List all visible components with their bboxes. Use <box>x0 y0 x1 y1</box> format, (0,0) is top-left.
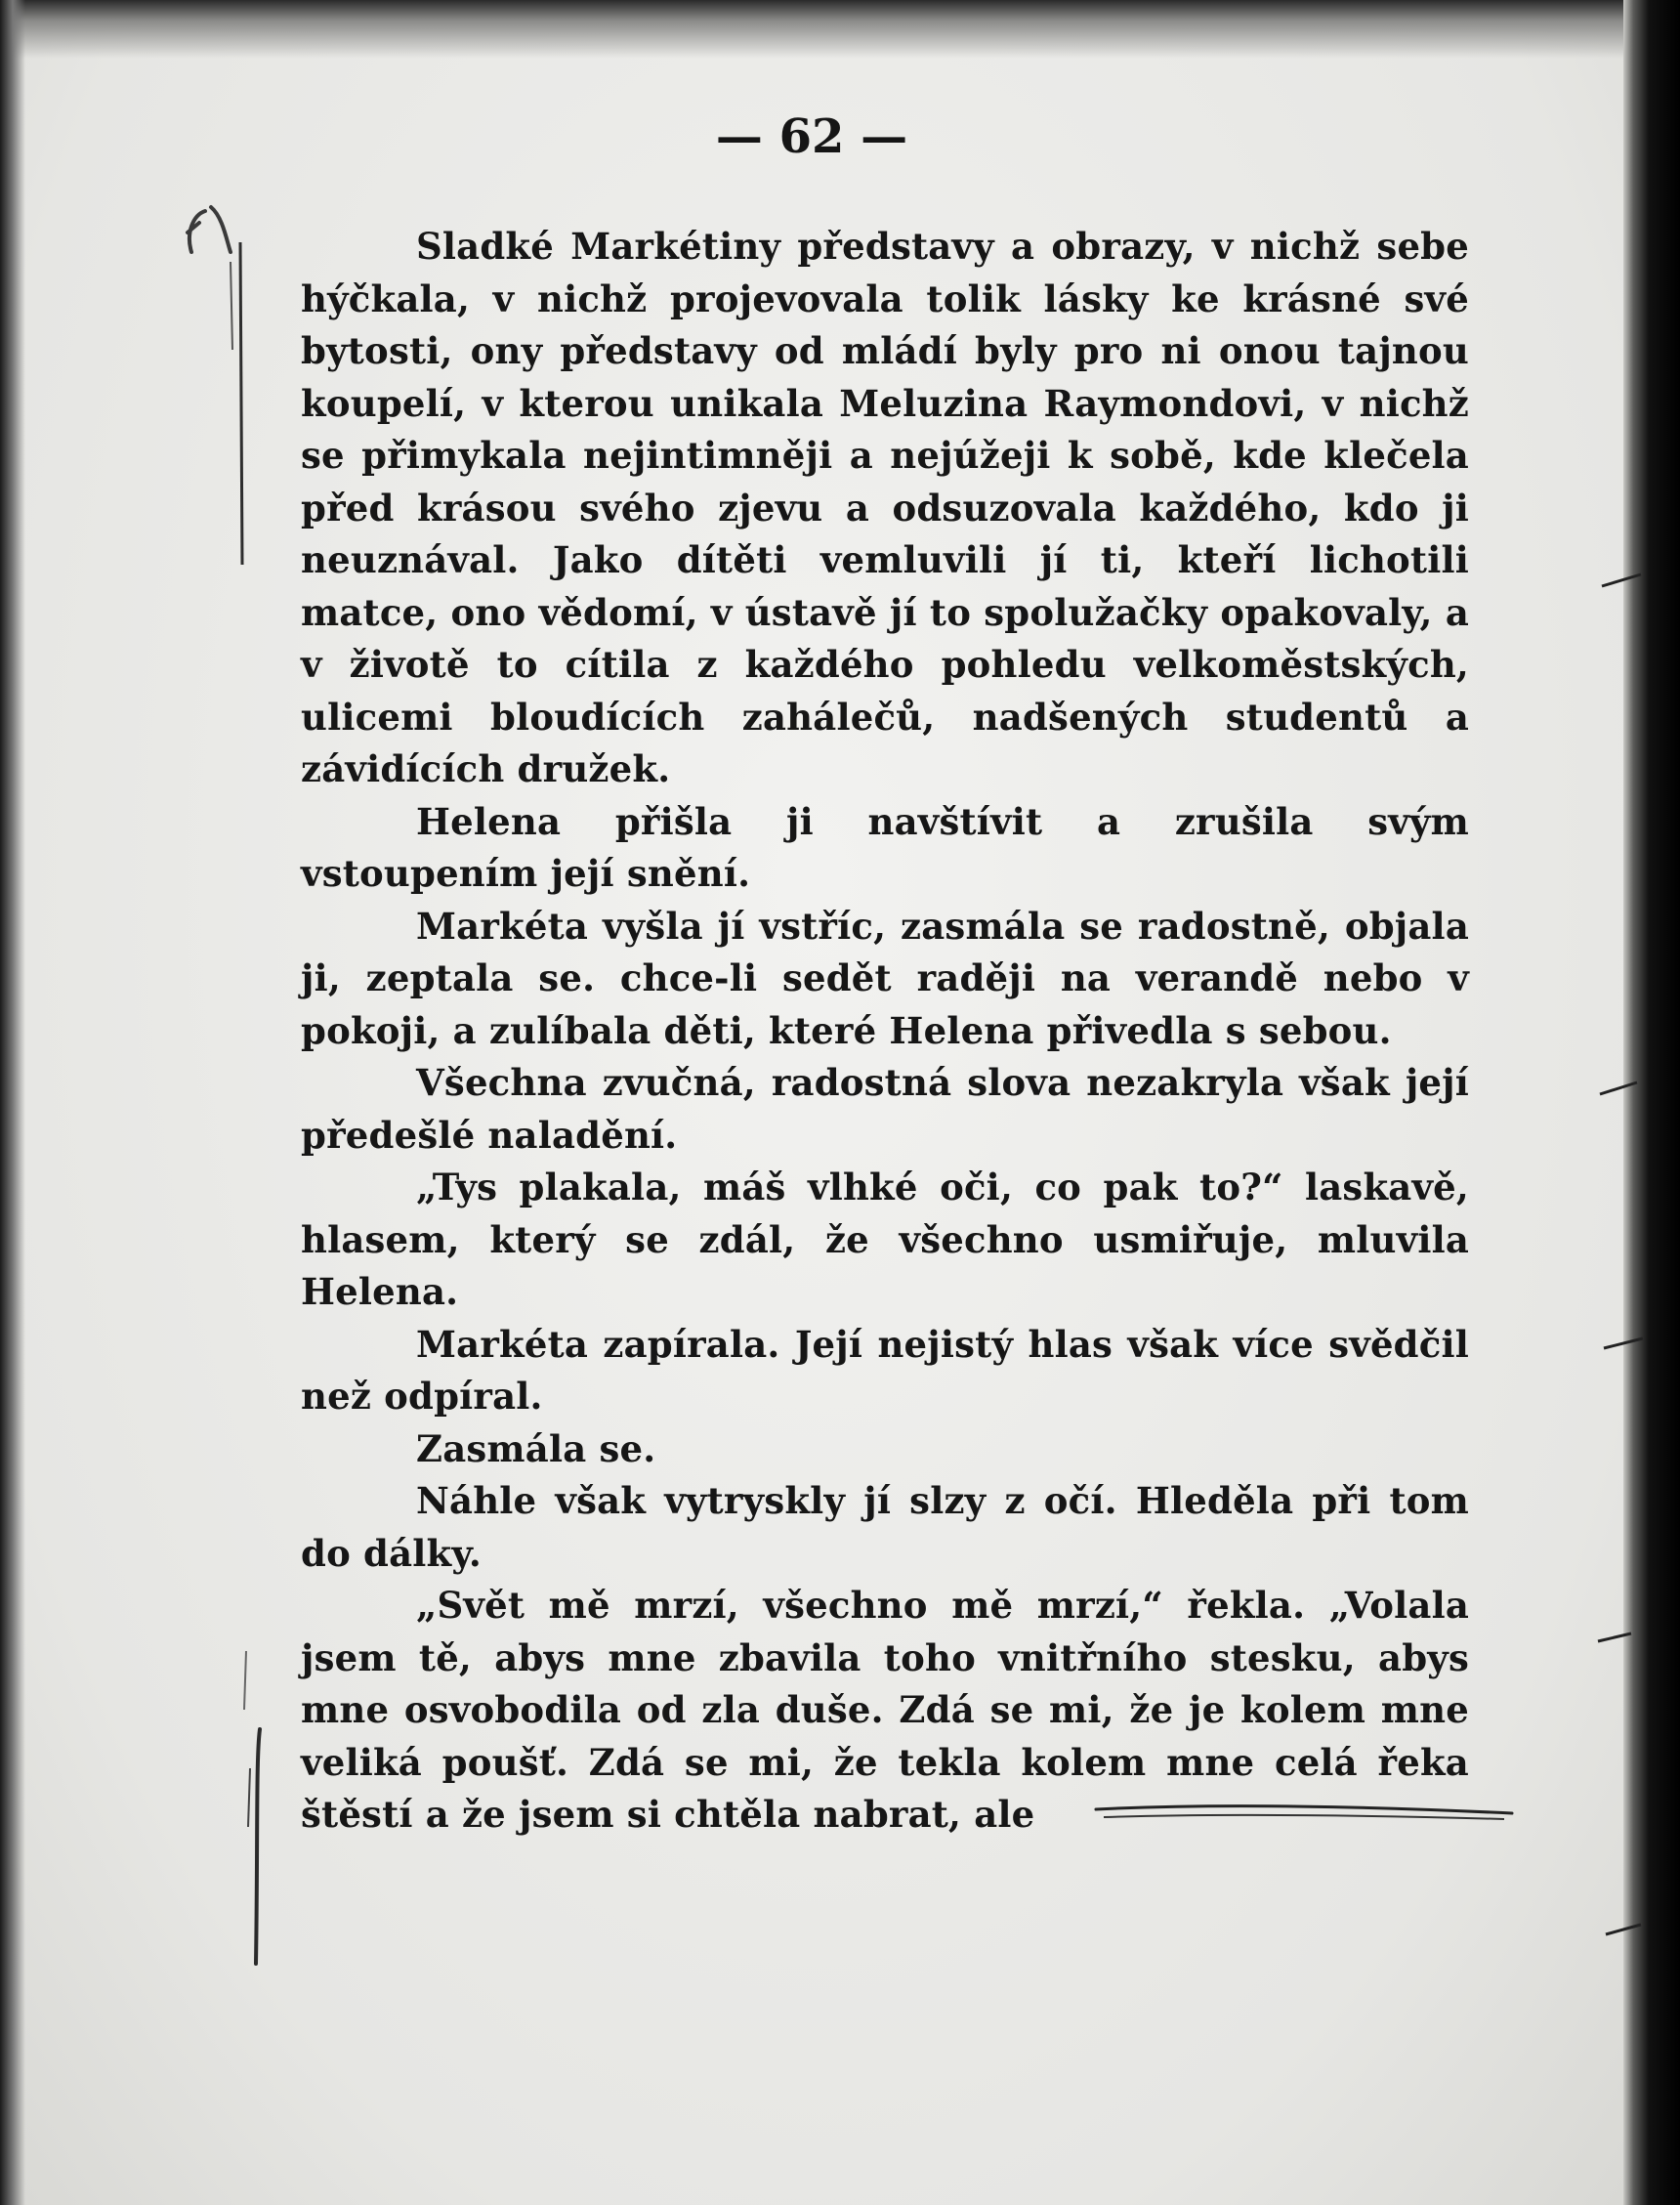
scan-top-shadow <box>0 0 1623 59</box>
paragraph-1: Sladké Markétiny představy a obrazy, v nichž sebe hýčkala, v nichž projevovala tolik lásky ke krásné své bytosti, ony představy od mládí byly pro ni onou tajnou koupelí, v kterou unikala Meluzina Raymondovi, v nichž se přimykala nejintimněji a nejúžeji k sobě, kde klečela před krásou svého zjevu a odsuzovala každého, kdo ji neuznával. Jako dítěti vemluvili jí ti, kteří lichotili matce, ono vědomí, v ústavě jí to spolužačky opakovaly, a v životě to cítila z každého pohledu velkoměstských, ulicemi bloudících zahálečů, nadšených studentů a závidících družek. <box>301 225 1469 790</box>
paragraph-8: Náhle však vytryskly jí slzy z očí. Hleděla při tom do dálky. <box>301 1479 1469 1575</box>
paragraph-9: „Svět mě mrzí, všechno mě mrzí,“ řekla. „Volala jsem tě, abys mne zbavila toho vnitřního stesku, abys mne osvobodila od zla duše. Zdá se mi, že je kolem mne veliká poušť. Zdá se mi, že tekla kolem mne celá řeka štěstí a že jsem si chtěla nabrat, ale <box>301 1584 1469 1836</box>
scan-left-shadow <box>0 0 25 2205</box>
paragraph-7: Zasmála se. <box>416 1426 656 1470</box>
margin-pencil-mark-bottom <box>217 1651 275 1983</box>
paragraph-6: Markéta zapírala. Její nejistý hlas však více svědčil než odpíral. <box>301 1322 1469 1418</box>
ink-underline <box>1094 1796 1514 1835</box>
page-number: — 62 — <box>715 109 908 164</box>
body-text <box>301 221 1469 1842</box>
paragraph-3: Markéta vyšla jí vstříc, zasmála se radostně, objala ji, zeptala se. chce-li sedět raději na verandě nebo v pokoji, a zulíbala děti, které Helena přivedla s sebou. <box>301 904 1469 1052</box>
margin-pencil-mark-top <box>172 193 260 584</box>
paragraph-5: „Tys plakala, máš vlhké oči, co pak to?“ laskavě, hlasem, který se zdál, že všechno usmiřuje, mluvila Helena. <box>301 1166 1469 1313</box>
paragraph-2: Helena přišla ji navštívit a zrušila svým vstoupením její snění. <box>301 799 1469 895</box>
paragraph-4: Všechna zvučná, radostná slova nezakryla však její předešlé naladění. <box>301 1061 1469 1157</box>
right-edge-marks <box>1592 547 1651 2013</box>
